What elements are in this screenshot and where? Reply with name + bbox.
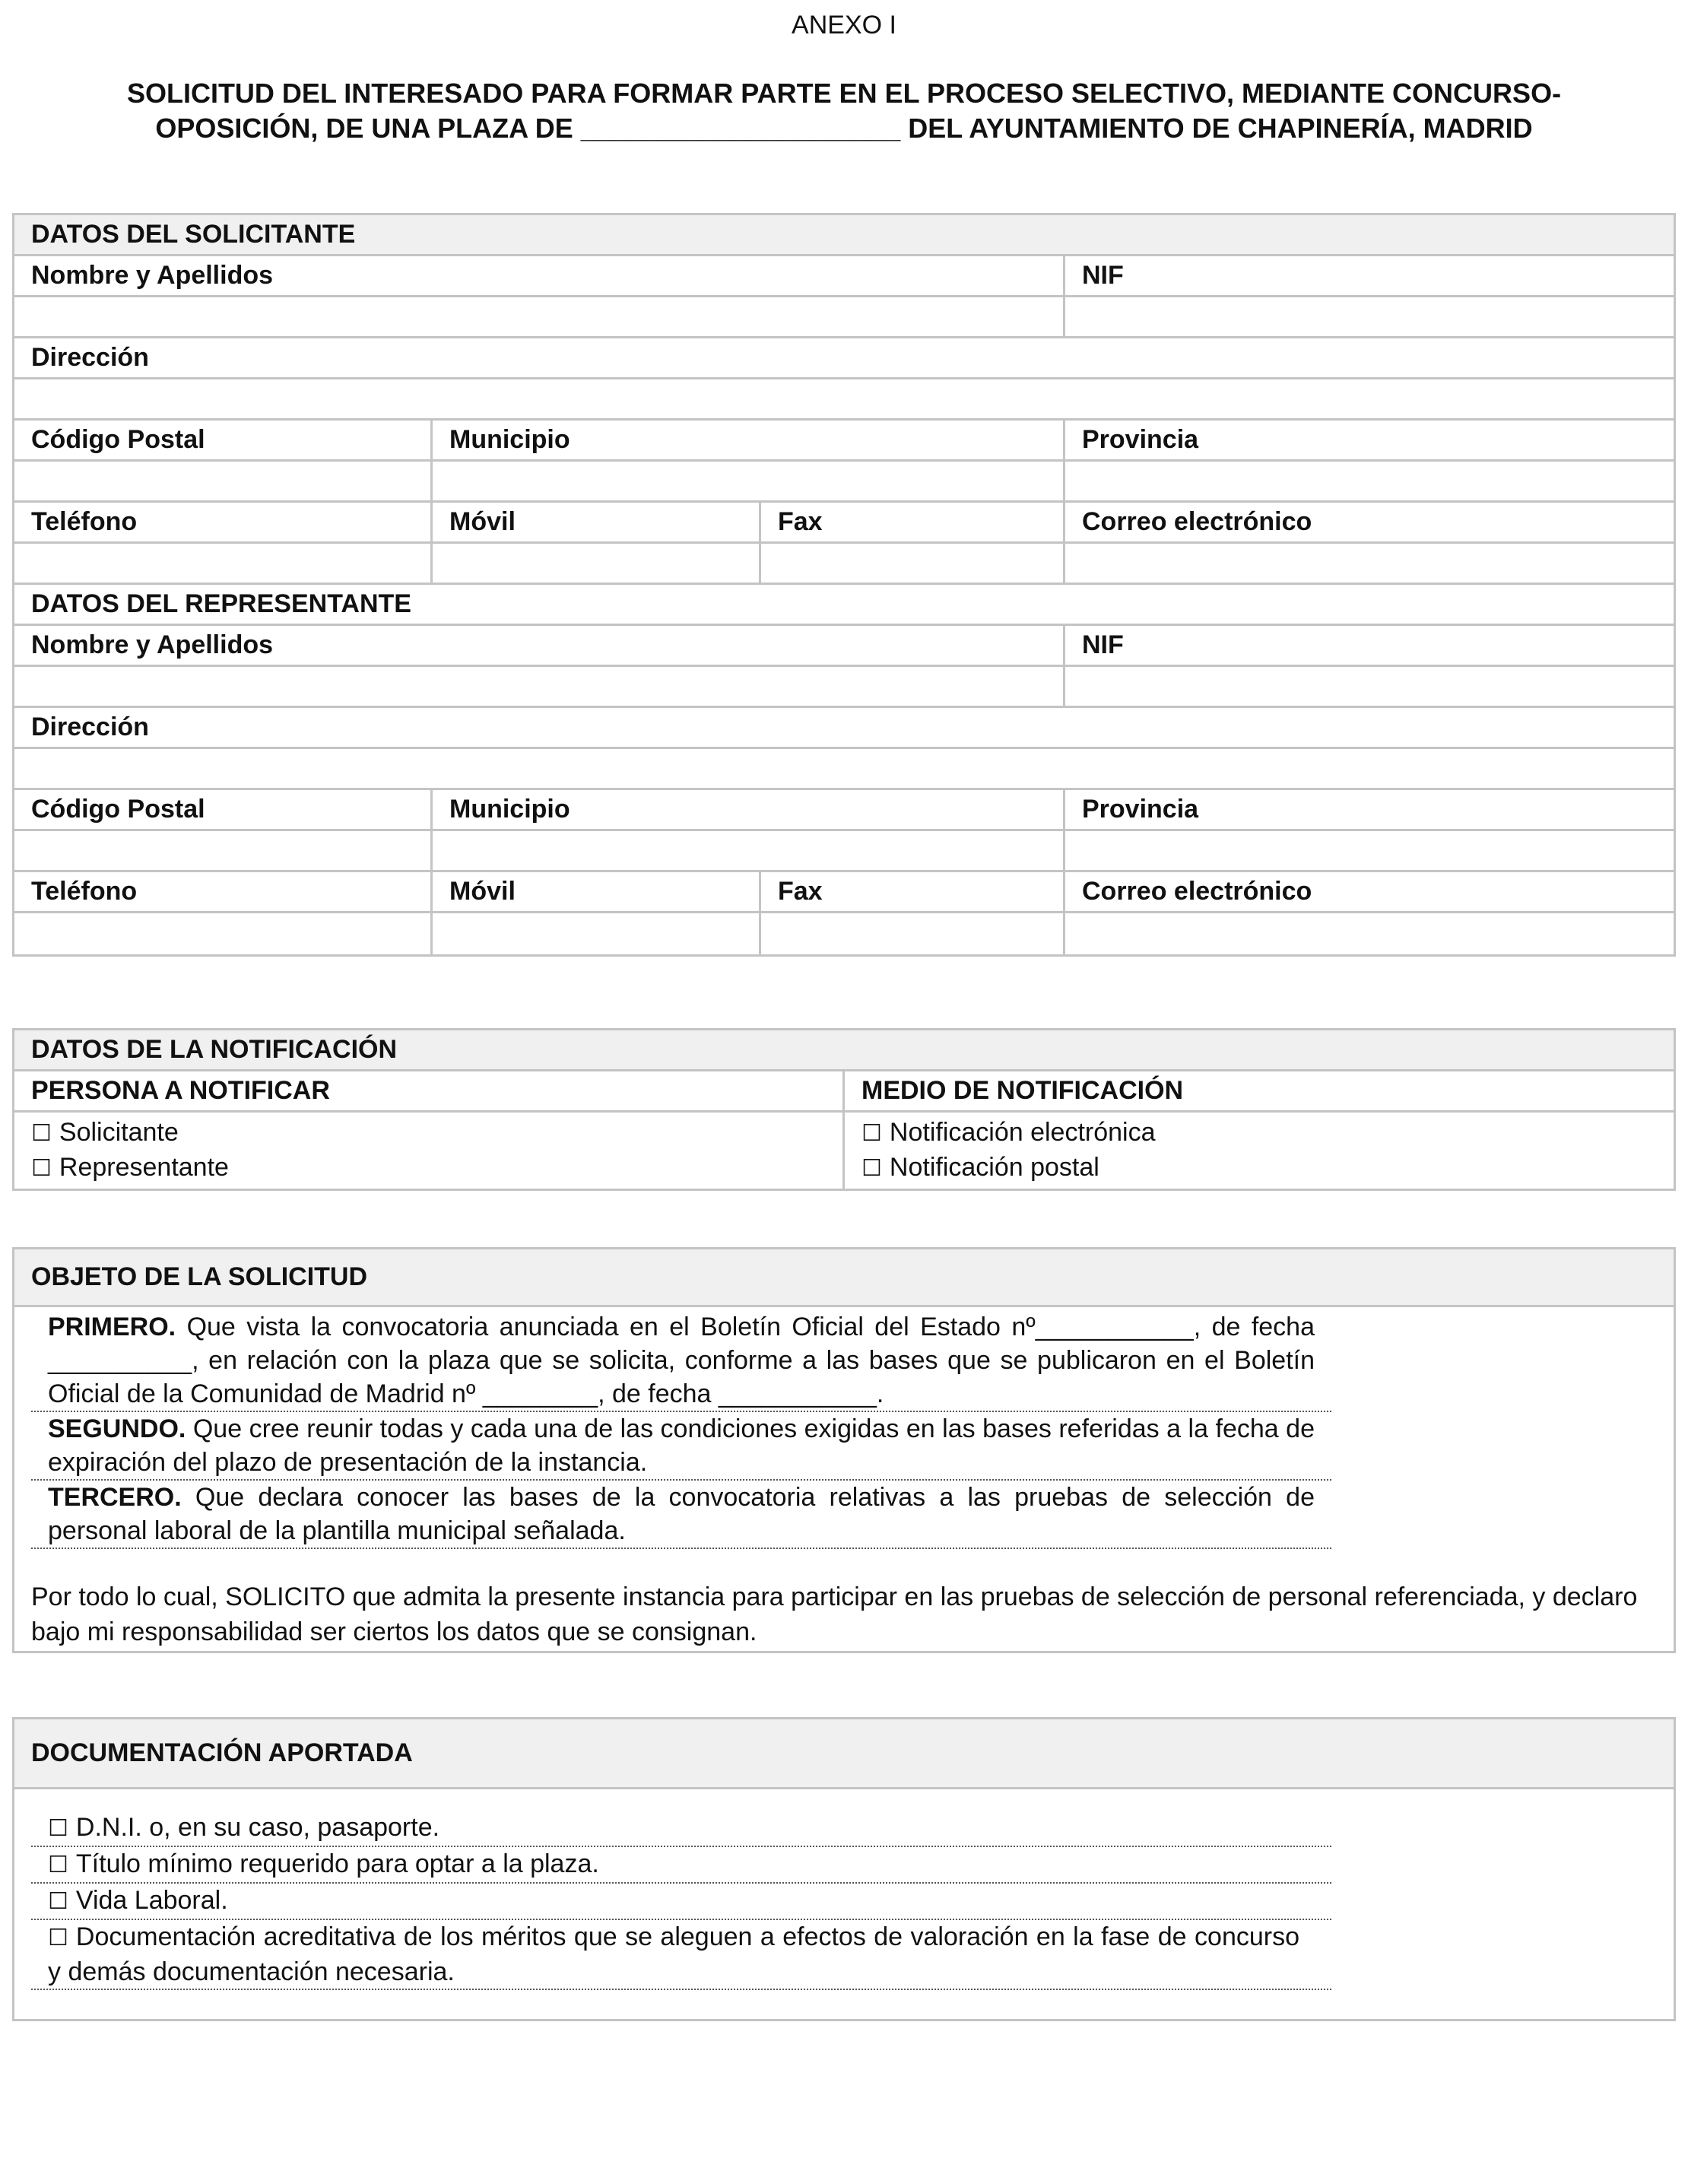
label-movil: Móvil [433,503,761,541]
label-correo: Correo electrónico [1082,507,1312,536]
doc-item-vida-laboral[interactable]: ☐ Vida Laboral. [31,1884,1331,1920]
section-header [14,215,1674,256]
representative-title: DATOS DEL REPRESENTANTE [31,589,411,618]
label-fax: Fax [761,503,1065,541]
checkbox-icon[interactable]: ☐ [48,1852,68,1878]
input-municipio[interactable] [433,462,1065,500]
option-electronica[interactable]: ☐ Notificación electrónica [861,1118,1156,1147]
checkbox-icon[interactable]: ☐ [48,1888,68,1915]
rep-input-telefono[interactable] [14,913,433,954]
medio-title: MEDIO DE NOTIFICACIÓN [861,1076,1184,1105]
input-movil[interactable] [433,544,761,583]
annex-title: ANEXO I [792,11,896,40]
rep-label-telefono: Teléfono [14,872,433,911]
rep-label-cp: Código Postal [14,790,433,829]
label-telefono: Teléfono [14,503,433,541]
objeto-section [12,1247,1676,1653]
rep-input-movil[interactable] [433,913,761,954]
rep-input-cp[interactable] [14,831,433,870]
input-telefono[interactable] [14,544,433,583]
rep-label-direccion: Dirección [31,713,149,741]
rep-label-municipio: Municipio [433,790,1065,829]
representative-header [14,585,1674,626]
option-postal[interactable]: ☐ Notificación postal [861,1153,1099,1182]
persona-title: PERSONA A NOTIFICAR [14,1071,845,1110]
option-representante[interactable]: ☐ Representante [31,1153,229,1182]
applicant-title: DATOS DEL SOLICITANTE [31,220,356,249]
rep-input-provincia[interactable] [1065,831,1674,870]
rep-input-nombre[interactable] [14,667,1065,706]
rep-label-correo: Correo electrónico [1082,877,1312,906]
rep-input-direccion[interactable] [14,749,1674,788]
closing-statement: Por todo lo cual, SOLICITO que admita la presente instancia para participar en las pruebas de selección de personal referenciada, y declaro bajo mi responsabilidad ser ciertos los datos que se consignan. [31,1582,1638,1646]
objeto-title: OBJETO DE LA SOLICITUD [31,1262,368,1291]
input-provincia[interactable] [1065,462,1674,500]
input-cp[interactable] [14,462,433,500]
documentation-title: DOCUMENTACIÓN APORTADA [31,1738,413,1767]
rep-label-nif: NIF [1082,630,1124,659]
medio-options [845,1113,1674,1189]
checkbox-icon[interactable]: ☐ [861,1120,882,1147]
doc-item-dni[interactable]: ☐ D.N.I. o, en su caso, pasaporte. [31,1811,1331,1847]
label-nombre: Nombre y Apellidos [14,256,1065,295]
label-direccion: Dirección [31,343,149,372]
doc-item-meritos[interactable]: ☐ Documentación acreditativa de los méritos que se aleguen a efectos de valoración en la fase de concurso y demás documentación necesaria. [31,1920,1331,1990]
checkbox-icon[interactable]: ☐ [31,1120,52,1147]
applicant-section [12,213,1676,957]
heading-line-1: SOLICITUD DEL INTERESADO PARA FORMAR PARTE EN EL PROCESO SELECTIVO, MEDIANTE CONCURSO- [126,78,1562,109]
rep-input-correo[interactable] [1065,913,1674,954]
notification-section [12,1028,1676,1191]
label-municipio: Municipio [433,421,1065,459]
notification-title: DATOS DE LA NOTIFICACIÓN [31,1035,398,1064]
paragraph-tercero: TERCERO. Que declara conocer las bases de la convocatoria relativas a las pruebas de selección de personal laboral de la plantilla municipal señalada. [31,1481,1331,1549]
paragraph-segundo: SEGUNDO. Que cree reunir todas y cada una de las condiciones exigidas en las bases referidas a la fecha de expiración del plazo de presentación de la instancia. [31,1412,1331,1481]
input-direccion[interactable] [14,379,1674,418]
documentation-section [12,1717,1676,2021]
doc-item-titulo[interactable]: ☐ Título mínimo requerido para optar a la plaza. [31,1847,1331,1884]
paragraph-primero: PRIMERO. Que vista la convocatoria anunciada en el Boletín Oficial del Estado nº___________, de fecha __________, en relación con la plaza que se solicita, conforme a las bases que se publicaron en el Boletín Oficial de la Comunidad de Madrid nº ________, de fecha ___________. [31,1310,1331,1412]
checkbox-icon[interactable]: ☐ [31,1155,52,1182]
checkbox-icon[interactable]: ☐ [48,1815,68,1842]
option-solicitante[interactable]: ☐ Solicitante [31,1118,179,1147]
label-nif: NIF [1082,261,1124,290]
persona-options [14,1113,845,1189]
heading-line-2: OPOSICIÓN, DE UNA PLAZA DE _____________________ DEL AYUNTAMIENTO DE CHAPINERÍA, MADRID [155,113,1533,144]
label-provincia: Provincia [1082,425,1199,454]
rep-label-nombre: Nombre y Apellidos [14,626,1065,665]
rep-input-nif[interactable] [1065,667,1674,706]
input-nombre[interactable] [14,297,1065,336]
checkbox-icon[interactable]: ☐ [861,1155,882,1182]
input-nif[interactable] [1065,297,1674,336]
rep-input-municipio[interactable] [433,831,1065,870]
input-correo[interactable] [1065,544,1674,583]
rep-label-movil: Móvil [433,872,761,911]
checkbox-icon[interactable]: ☐ [48,1925,68,1951]
rep-input-fax[interactable] [761,913,1065,954]
rep-label-provincia: Provincia [1082,795,1199,824]
input-fax[interactable] [761,544,1065,583]
rep-label-fax: Fax [761,872,1065,911]
label-cp: Código Postal [14,421,433,459]
document-heading [76,76,1612,146]
